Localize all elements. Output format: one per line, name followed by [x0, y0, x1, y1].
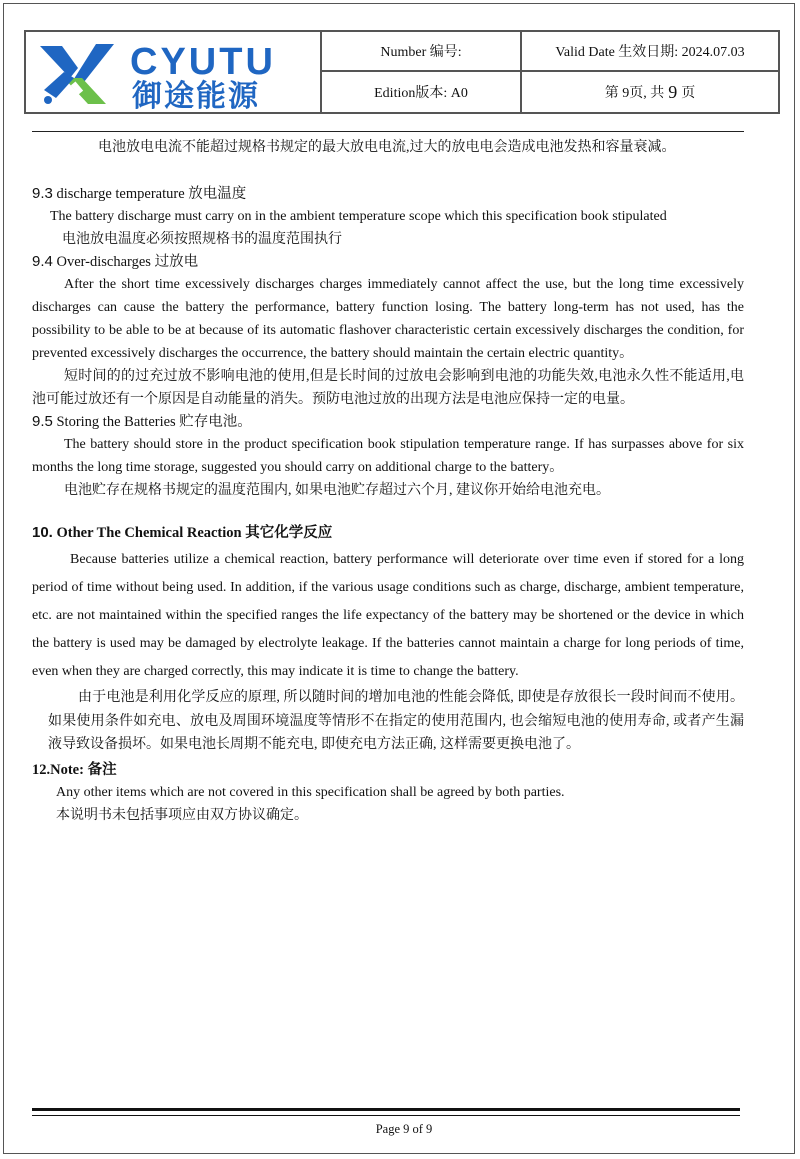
section-9-4-heading: [32, 251, 744, 273]
section-12-heading: 12.Note: 备注: [32, 761, 117, 778]
section-9-4-en: After the short time excessively discharges charges immediately cannot affect the use, but the long time excessively discharges can cause the battery the performance, battery function losing. The battery long-term has not used, has the possibility to be able to be at because of its automatic flashover characteristic certain excessively discharges the condition, for prevented excessively discharges the occurrence, the battery should maintain the certain electric quantity。: [32, 277, 744, 361]
section-number: 9.4: [32, 253, 53, 270]
section-9-3-heading: [32, 183, 744, 205]
section-title: discharge temperature 放电温度: [56, 186, 247, 202]
section-9-5-en: The battery should store in the product specification book stipulation temperature range. If has surpasses above for six months the long time storage, suggested you should carry on additional charge to the battery。: [32, 437, 744, 475]
section-title: Storing the Batteries 贮存电池。: [56, 414, 252, 430]
section-9-5-heading: [32, 411, 744, 433]
page-footer: Page 9 of 9: [375, 1122, 433, 1136]
section-10-en: Because batteries utilize a chemical reaction, battery performance will deteriorate over time even if stored for a long period of time without being used. In addition, if the various usage conditions such as charge, discharge, ambient temperature, etc. are not maintained within the specified ranges the life expectancy of the battery may be shortened or the device in which the battery is used may be damaged by electrolyte leakage. If the batteries cannot maintain a charge for long periods of time, even when they are charged correctly, this may indicate it is time to change the battery.: [32, 552, 744, 679]
footer-divider-thick: [32, 1108, 740, 1111]
intro-line: 电池放电电流不能超过规格书规定的最大放电电流,过大的放电电会造成电池发热和容量衰减。: [98, 140, 676, 155]
edition-cell: [322, 72, 522, 112]
section-10-zh: 由于电池是利用化学反应的原理, 所以随时间的增加电池的性能会降低, 即使是存放很长一段时间而不使用。如果使用条件如充电、放电及周围环境温度等情形不在指定的使用范围内, 也会缩短电池的使用寿命, 或者产生漏液导致设备损坏。如果电池长周期不能充电, 即使充电方法正确, 这样需要更换电池了。: [48, 690, 744, 752]
section-9-3-zh: 电池放电温度必须按照规格书的温度范围执行: [62, 232, 342, 247]
logo-text-en: CYUTU: [130, 41, 276, 83]
header-divider: [32, 131, 744, 132]
section-number: 10.: [32, 524, 53, 541]
section-9-4-zh: 短时间的的过充过放不影响电池的使用,但是长时间的过放电会影响到电池的功能失效,电池永久性不能适用,电池可能过放还有一个原因是自动能量的消失。预防电池过放的出现方法是电池应保持一定的电量。: [32, 369, 744, 407]
cyutu-logo-icon: [34, 38, 316, 110]
section-title: Other The Chemical Reaction 其它化学反应: [56, 525, 333, 541]
section-title: Over-discharges 过放电: [56, 254, 199, 270]
document-page: [3, 3, 795, 1154]
number-cell: [322, 32, 522, 72]
logo-text-zh: 御途能源: [132, 79, 260, 110]
valid-date-cell: [522, 32, 778, 72]
page-prefix: 第 9页, 共: [604, 86, 665, 101]
edition: Edition版本: A0: [374, 86, 468, 101]
footer-divider-thin: [32, 1115, 740, 1116]
document-body: [32, 134, 744, 827]
page-suffix: 页: [681, 86, 696, 101]
page-count-cell: [522, 72, 778, 112]
document-header-table: [24, 30, 780, 114]
number-label: Number 编号:: [380, 45, 462, 60]
page-total: 9: [668, 81, 678, 102]
section-12-en: Any other items which are not covered in this specification shall be agreed by both parties.: [56, 784, 565, 800]
section-number: 9.5: [32, 413, 53, 430]
section-12-zh: 本说明书未包括事项应由双方协议确定。: [56, 807, 308, 823]
section-number: 9.3: [32, 185, 53, 202]
company-logo: [26, 32, 322, 112]
section-10-heading: [32, 522, 744, 544]
section-9-3-en: The battery discharge must carry on in the ambient temperature scope which this specification book stipulated: [50, 209, 667, 224]
valid-date: Valid Date 生效日期: 2024.07.03: [555, 45, 745, 60]
section-9-5-zh: 电池贮存在规格书规定的温度范围内, 如果电池贮存超过六个月, 建议你开始给电池充电。: [64, 483, 610, 498]
logo-mark-icon: [40, 44, 114, 104]
